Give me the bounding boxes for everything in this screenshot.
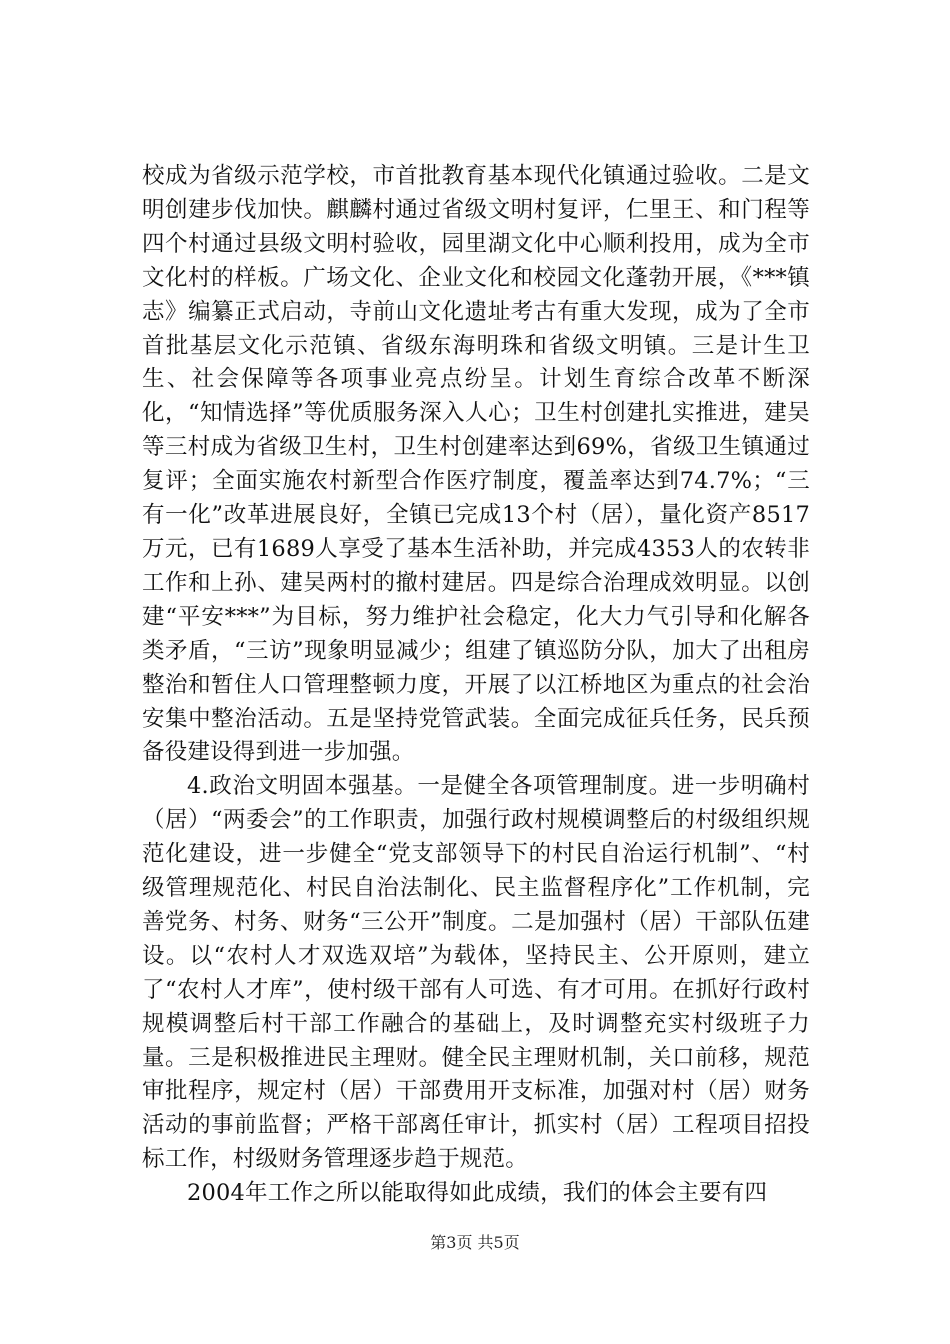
- paragraph-2: 4.政治文明固本强基。一是健全各项管理制度。进一步明确村（居）“两委会”的工作职责，加强行政村规模调整后的村级组织规范化建设，进一步健全“党支部领导下的村民自治运行机制”、“村级管理规范化、村民自治法制化、民主监督程序化”工作机制，完善党务、村务、财务“三公开”制度。二是加强村（居）干部队伍建设。以“农村人才双选双培”为载体，坚持民主、公开原则，建立了“农村人才库”，使村级干部有人可选、有才可用。在抓好行政村规模调整后村干部工作融合的基础上，及时调整充实村级班子力量。三是积极推进民主理财。健全民主理财机制，关口前移，规范审批程序，规定村（居）干部费用开支标准，加强对村（居）财务活动的事前监督；严格干部离任审计，抓实村（居）工程项目招投标工作，村级财务管理逐步趋于规范。: [142, 773, 810, 1173]
- paragraph-3: 2004年工作之所以能取得如此成绩，我们的体会主要有四: [187, 1180, 768, 1207]
- paragraph-1: 校成为省级示范学校，市首批教育基本现代化镇通过验收。二是文明创建步伐加快。麒麟村通过省级文明村复评，仁里王、和门程等四个村通过县级文明村验收，园里湖文化中心顺利投用，成为全市文化村的样板。广场文化、企业文化和校园文化蓬勃开展，《***镇志》编纂正式启动，寺前山文化遗址考古有重大发现，成为了全市首批基层文化示范镇、省级东海明珠和省级文明镇。三是计生卫生、社会保障等各项事业亮点纷呈。计划生育综合改革不断深化，“知情选择”等优质服务深入人心；卫生村创建扎实推进，建吴等三村成为省级卫生村，卫生村创建率达到69%，省级卫生镇通过复评；全面实施农村新型合作医疗制度，覆盖率达到74.7%；“三有一化”改革进展良好，全镇已完成13个村（居），量化资产8517万元，已有1689人享受了基本生活补助，并完成4353人的农转非工作和上孙、建吴两村的撤村建居。四是综合治理成效明显。以创建“平安***”为目标，努力维护社会稳定，化大力气引导和化解各类矛盾，“三访”现象明显减少；组建了镇巡防分队，加大了出租房整治和暂住人口管理整顿力度，开展了以江桥地区为重点的社会治安集中整治活动。五是坚持党管武装。全面完成征兵任务，民兵预备役建设得到进一步加强。: [142, 163, 810, 766]
- document-body: [142, 160, 810, 1211]
- page-footer: 第3页 共5页: [430, 1233, 520, 1252]
